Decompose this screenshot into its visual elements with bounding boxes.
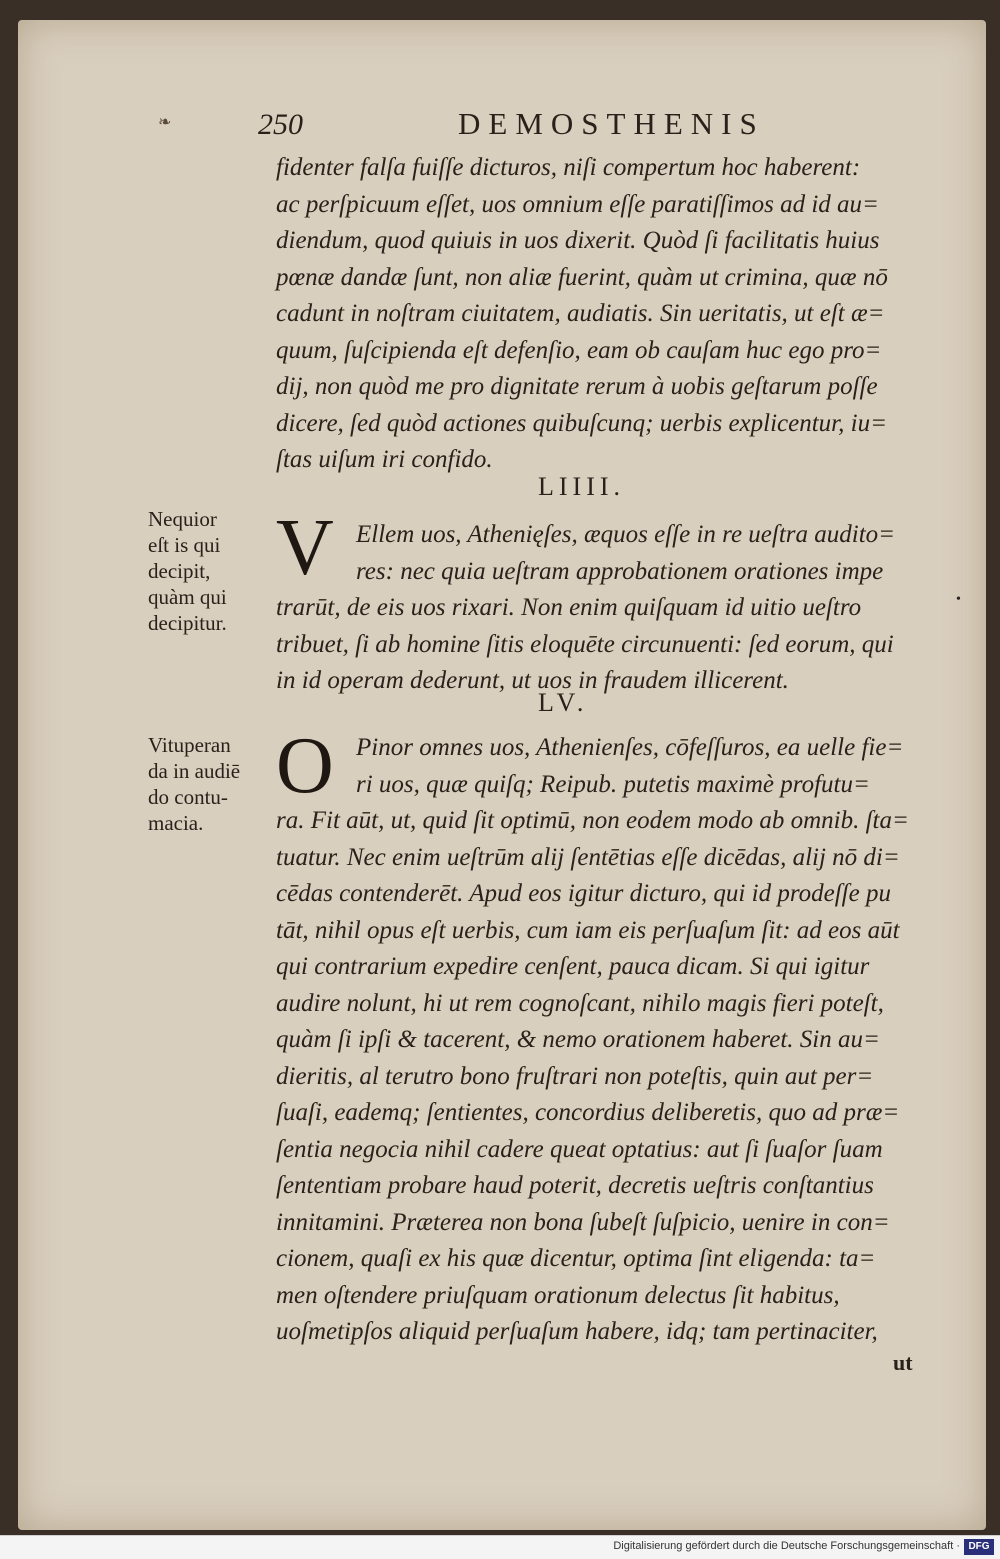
margin-note-nequior: [148, 506, 273, 636]
dropcap-o: O: [276, 722, 334, 810]
text-line: ſententiam probare haud poterit, decretis ueſtris conſtantius: [276, 1172, 874, 1199]
text-line: men oſtendere priuſquam orationum delectus ſit habitus,: [276, 1281, 840, 1309]
text-line: cadunt in noſtram ciuitatem, audiatis. Sin ueritatis, ut eſt æ=: [276, 300, 885, 327]
ornament-mark: ❧: [158, 114, 172, 131]
margin-note-vituperanda: [148, 732, 273, 836]
text-line: diendum, quod quiuis in uos dixerit. Quòd ſi facilitatis huius: [276, 227, 880, 254]
text-line: innitamini. Præterea non bona ſubeſt ſuſpicio, uenire in con=: [276, 1208, 890, 1236]
dfg-logo[interactable]: DFG: [964, 1539, 994, 1555]
text-line: res: nec quia ueſtram approbationem orationes impe: [356, 557, 884, 585]
text-line: cēdas contenderēt. Apud eos igitur dicturo, qui id prodeſſe pu: [276, 880, 891, 907]
dropcap-v: V: [276, 504, 334, 592]
text-line: ſtas uiſum iri confido.: [276, 446, 493, 473]
text-block-lv: [276, 730, 936, 1351]
text-line: uoſmetipſos aliquid perſuaſum habere, idq; tam pertinaciter,: [276, 1318, 878, 1345]
text-line: trarūt, de eis uos rixari. Non enim quiſquam id uitio ueſtro: [276, 594, 862, 621]
page-header: [258, 106, 938, 142]
margin-note-line: macia.: [148, 811, 204, 835]
running-head: DEMOSTHENIS: [458, 106, 765, 141]
section-heading-liiii: LIIII.: [538, 472, 626, 501]
text-line: tribuet, ſi ab homine ſitis eloquēte circunuenti: ſed eorum, qui: [276, 630, 894, 658]
digitization-footer: [0, 1535, 1000, 1559]
text-line: ra. Fit aūt, ut, quid ſit optimū, non eodem modo ab omnib. ſta=: [276, 807, 909, 834]
text-line: Pinor omnes uos, Athenienſes, cōfeſſuros, ea uelle fie=: [356, 734, 904, 761]
text-line: quum, ſuſcipienda eſt defenſio, eam ob cauſam huc ego pro=: [276, 336, 882, 364]
page-number: 250: [258, 108, 303, 141]
margin-note-line: Nequior: [148, 507, 217, 531]
text-line: ri uos, quæ quiſq; Reipub. putetis maximè profutu=: [356, 770, 870, 798]
text-line: audire nolunt, hi ut rem cognoſcant, nihilo magis fieri poteſt,: [276, 989, 884, 1017]
text-block-liiii: [276, 517, 936, 700]
text-block-continuation: [276, 150, 936, 479]
text-line: dieritis, al terutro bono fruſtrari non poteſtis, quin aut per=: [276, 1062, 874, 1090]
margin-note-line: Vituperan: [148, 733, 231, 757]
margin-note-line: do contu-: [148, 785, 228, 809]
margin-note-line: quàm qui: [148, 585, 227, 609]
text-line: dij, non quòd me pro dignitate rerum à uobis geſtarum poſſe: [276, 373, 878, 400]
text-line: dicere, ſed quòd actiones quibuſcunq; uerbis explicentur, iu=: [276, 409, 887, 437]
text-line: Ellem uos, Athenięſes, æquos eſſe in re ueſtra audito=: [356, 521, 896, 548]
text-line: tāt, nihil opus eſt uerbis, cum iam eis perſuaſum ſit: ad eos aūt: [276, 916, 900, 944]
text-line: qui contrarium expedire cenſent, pauca dicam. Si qui igitur: [276, 953, 870, 980]
text-line: fidenter falſa fuiſſe dicturos, niſi compertum hoc haberent:: [276, 154, 861, 181]
section-heading-lv: LV.: [538, 688, 589, 717]
text-line: pœnæ dandæ ſunt, non aliæ fuerint, quàm ut crimina, quæ nō: [276, 263, 888, 291]
margin-note-line: decipitur.: [148, 611, 227, 635]
text-line: ſentia negocia nihil cadere queat optatius: aut ſi ſuaſor ſuam: [276, 1135, 883, 1163]
catchword: ut: [893, 1350, 913, 1375]
margin-note-line: decipit,: [148, 559, 211, 583]
stray-mark: •: [956, 592, 961, 607]
text-line: ſuaſi, eademq; ſentientes, concordius deliberetis, quo ad præ=: [276, 1099, 900, 1126]
margin-note-line: eſt is qui: [148, 533, 221, 557]
text-line: ac perſpicuum eſſet, uos omnium eſſe paratiſſimos ad id au=: [276, 190, 879, 218]
book-page: [18, 20, 986, 1530]
text-line: cionem, quaſi ex his quæ dicentur, optima ſint eligenda: ta=: [276, 1245, 876, 1272]
text-line: in id operam dederunt, ut uos in fraudem illicerent.: [276, 667, 789, 694]
margin-note-line: da in audiē: [148, 759, 241, 783]
text-line: tuatur. Nec enim ueſtrūm alij ſentētias eſſe dicēdas, alij nō di=: [276, 843, 900, 871]
text-line: quàm ſi ipſi & tacerent, & nemo orationem haberet. Sin au=: [276, 1026, 880, 1053]
funding-note: Digitalisierung gefördert durch die Deutsche Forschungsgemeinschaft ·: [613, 1540, 960, 1552]
